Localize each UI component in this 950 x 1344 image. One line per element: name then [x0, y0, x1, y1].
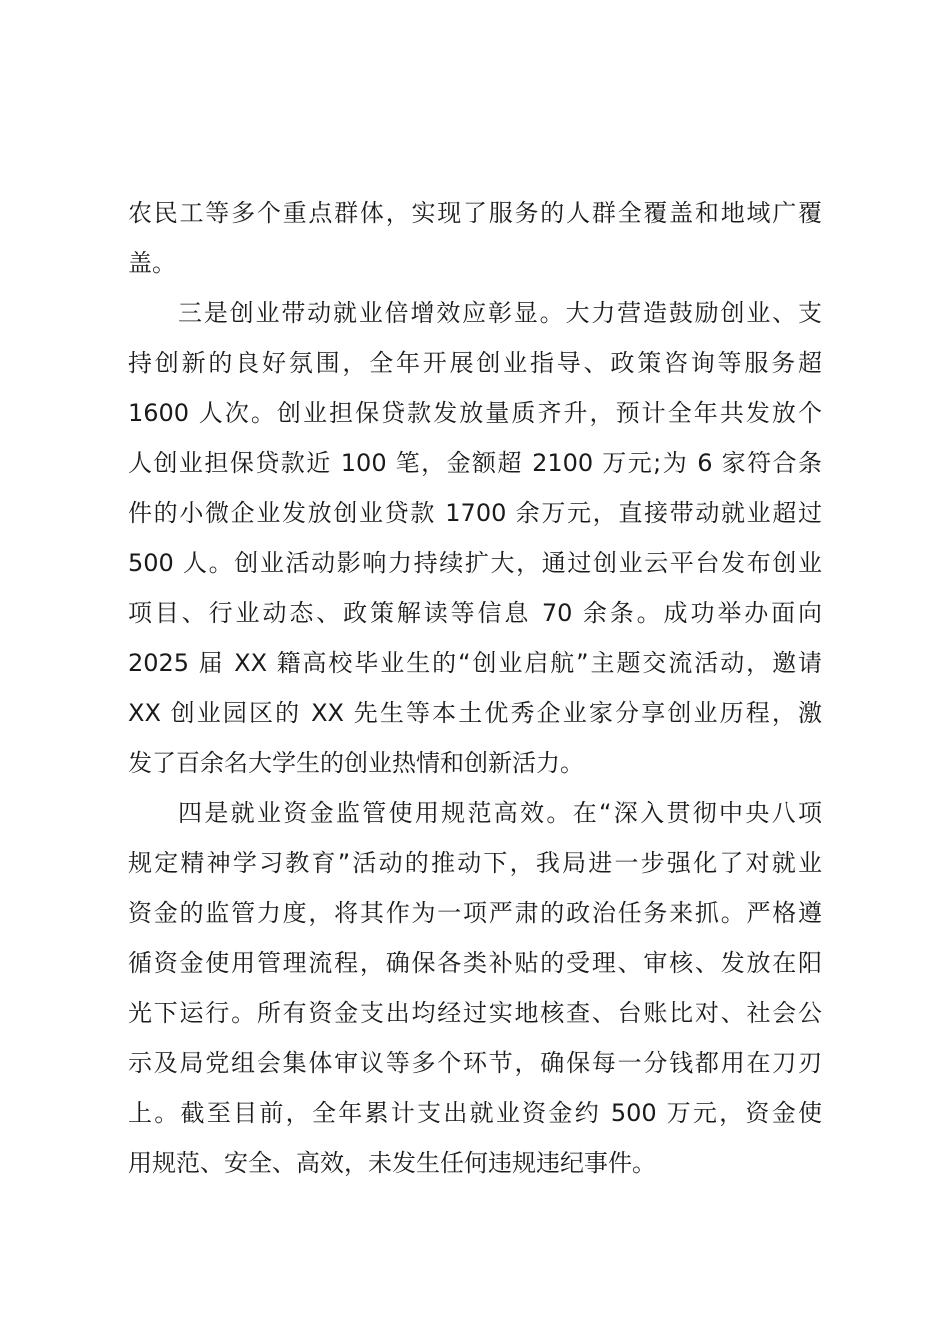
text-line: 上。截至目前，全年累计支出就业资金约 500 万元，资金使: [128, 1099, 822, 1127]
text-line: 项目、行业动态、政策解读等信息 70 余条。成功举办面向: [128, 599, 822, 627]
paragraph-1: [128, 188, 822, 288]
text-line: 2025 届 XX 籍高校毕业生的“创业启航”主题交流活动，邀请: [128, 649, 822, 677]
text-line: 循资金使用管理流程，确保各类补贴的受理、审核、发放在阳: [128, 949, 822, 977]
text-line: XX 创业园区的 XX 先生等本土优秀企业家分享创业历程，激: [128, 699, 822, 727]
text-line: 规定精神学习教育”活动的推动下，我局进一步强化了对就业: [128, 849, 822, 877]
text-line: 盖。: [128, 249, 176, 277]
text-line: 发了百余名大学生的创业热情和创新活力。: [128, 749, 584, 777]
paragraph-2: [128, 288, 822, 788]
text-line: 资金的监管力度，将其作为一项严肃的政治任务来抓。严格遵: [128, 899, 822, 927]
document-page: [128, 188, 822, 1188]
text-line: 1600 人次。创业担保贷款发放量质齐升，预计全年共发放个: [128, 399, 822, 427]
text-line: 光下运行。所有资金支出均经过实地核查、台账比对、社会公: [128, 999, 822, 1027]
text-line: 农民工等多个重点群体，实现了服务的人群全覆盖和地域广覆: [128, 199, 822, 227]
text-line: 500 人。创业活动影响力持续扩大，通过创业云平台发布创业: [128, 549, 822, 577]
paragraph-3: [128, 788, 822, 1188]
text-line: 四是就业资金监管使用规范高效。在“深入贯彻中央八项: [178, 799, 822, 827]
text-line: 件的小微企业发放创业贷款 1700 余万元，直接带动就业超过: [128, 499, 822, 527]
text-line: 用规范、安全、高效，未发生任何违规违纪事件。: [128, 1149, 656, 1177]
text-line: 三是创业带动就业倍增效应彰显。大力营造鼓励创业、支: [178, 299, 822, 327]
text-line: 人创业担保贷款近 100 笔，金额超 2100 万元;为 6 家符合条: [128, 449, 822, 477]
text-line: 示及局党组会集体审议等多个环节，确保每一分钱都用在刀刃: [128, 1049, 822, 1077]
text-line: 持创新的良好氛围，全年开展创业指导、政策咨询等服务超: [128, 349, 822, 377]
